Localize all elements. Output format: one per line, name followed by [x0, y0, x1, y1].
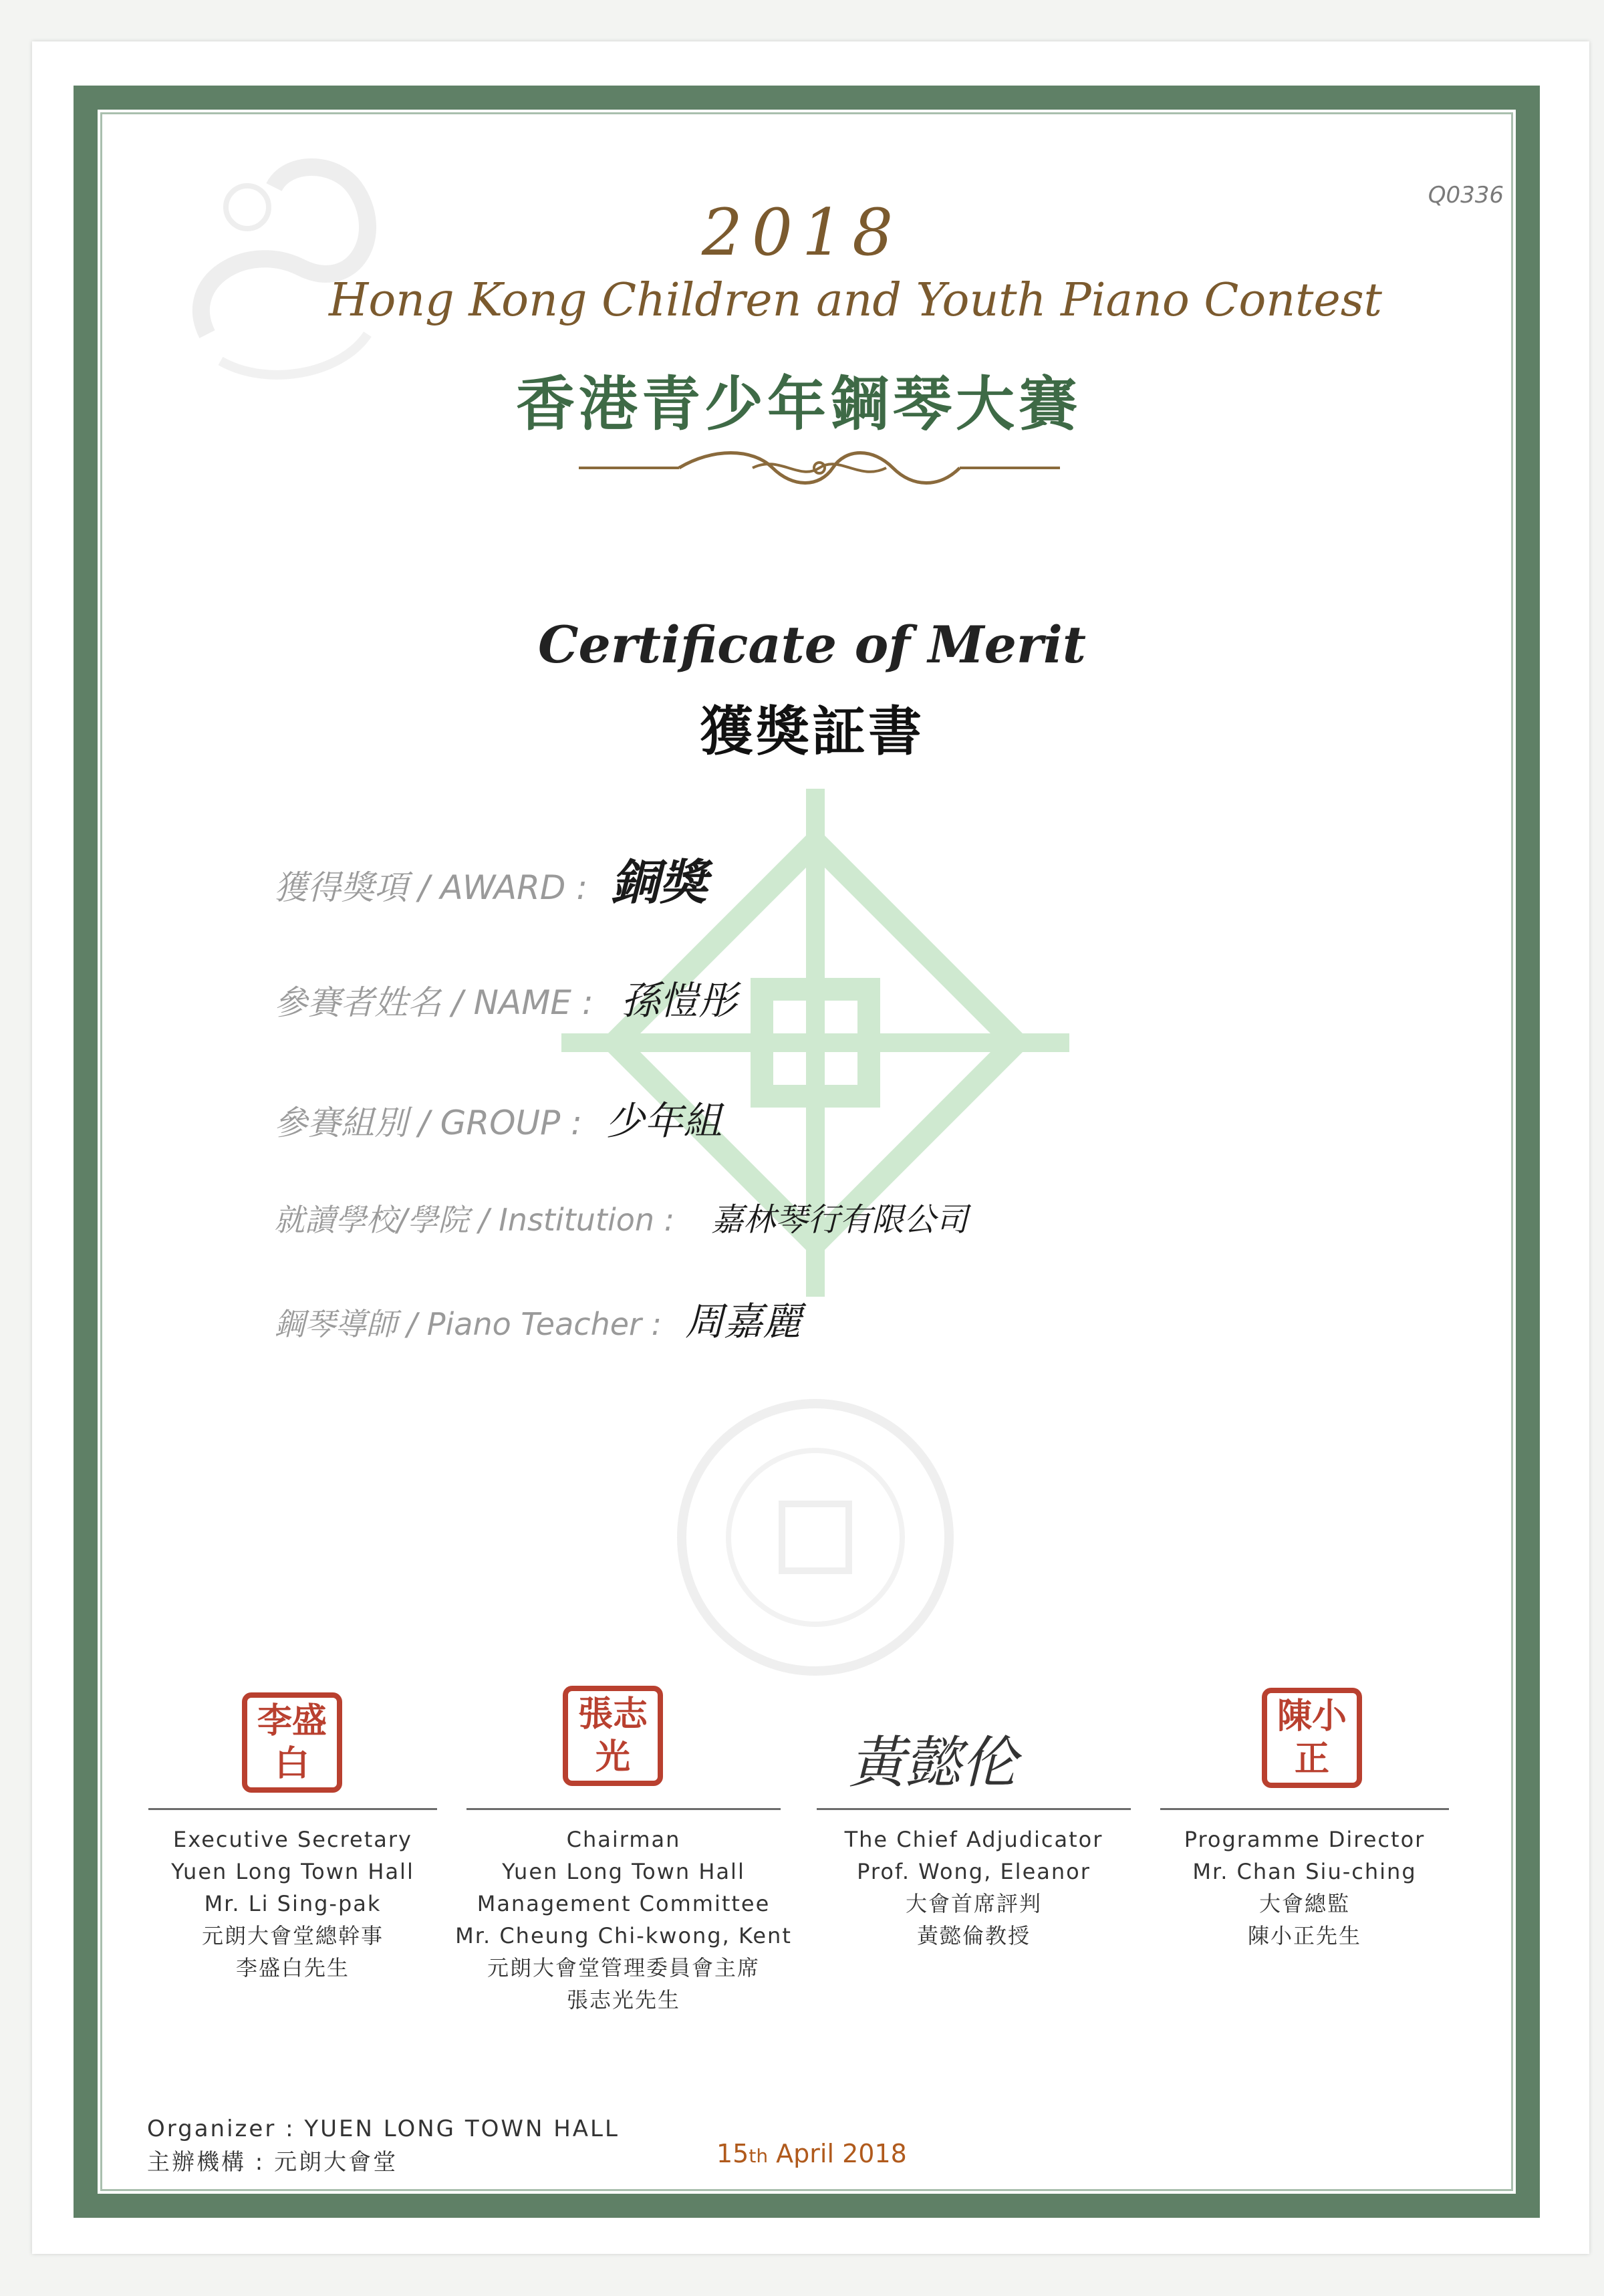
field-name: [274, 969, 737, 1025]
seal-cheung-chi-kwong: 張志光: [563, 1686, 663, 1786]
seal-li-sing-pak: 李盛白: [242, 1692, 342, 1793]
piano-teacher-label: 鋼琴導師 / Piano Teacher :: [274, 1306, 662, 1342]
certificate-title-zh: 獲獎証書: [700, 700, 924, 763]
signature-wong-eleanor: 黃懿伦: [849, 1730, 1018, 1795]
signatory-chairman: Chairman Yuen Long Town Hall Management Committee Mr. Cheung Chi-kwong, Kent 元朗大會堂管理委員會主席 張志光先生: [455, 1827, 792, 2013]
town-hall-emboss-seal: [668, 1390, 962, 1684]
field-piano-teacher: [274, 1290, 801, 1346]
signature-line-1: [148, 1808, 437, 1810]
field-institution: [274, 1194, 968, 1240]
ornamental-flourish: [579, 441, 1060, 495]
award-label: 獲得獎項 / AWARD :: [274, 868, 588, 907]
institution-value: 嘉林琴行有限公司: [711, 1201, 968, 1239]
serial-number: Q0336: [1428, 182, 1504, 209]
organizer-zh: 主辦機構 : 元朗大會堂: [147, 2149, 398, 2176]
group-label: 參賽組別 / GROUP :: [274, 1104, 582, 1142]
signatory-executive-secretary: Executive Secretary Yuen Long Town Hall Mr. Li Sing-pak 元朗大會堂總幹事 李盛白先生: [171, 1827, 414, 1981]
piano-teacher-value: 周嘉麗: [685, 1299, 802, 1344]
field-group: [274, 1090, 722, 1146]
issue-date: [716, 2139, 907, 2168]
signature-line-2: [466, 1808, 781, 1810]
award-value: 銅獎: [611, 854, 708, 910]
signature-line-4: [1160, 1808, 1449, 1810]
contest-title-zh: 香港青少年鋼琴大賽: [515, 369, 1081, 438]
organizer-block: [147, 2112, 620, 2179]
name-label: 參賽者姓名 / NAME :: [274, 983, 593, 1022]
organizer-en: Organizer : YUEN LONG TOWN HALL: [147, 2116, 620, 2142]
certificate-title-en: Certificate of Merit: [538, 615, 1086, 674]
signatory-programme-director: Programme Director Mr. Chan Siu-ching 大會總監 陳小正先生: [1184, 1827, 1426, 1948]
signature-line-3: [817, 1808, 1131, 1810]
field-award: [274, 844, 707, 913]
contest-year: 2018: [701, 195, 903, 270]
seal-chan-siu-ching: 陳小正: [1262, 1688, 1362, 1788]
name-value: 孫愷彤: [620, 978, 737, 1023]
date-day: 15: [716, 2139, 749, 2168]
date-suffix: th: [749, 2145, 769, 2167]
signatory-chief-adjudicator: The Chief Adjudicator Prof. Wong, Eleanor 大會首席評判 黃懿倫教授: [844, 1827, 1103, 1948]
institution-label: 就讀學校/學院 / Institution :: [274, 1202, 675, 1238]
date-rest: April 2018: [768, 2139, 907, 2168]
contest-title-en: Hong Kong Children and Youth Piano Contest: [329, 274, 1382, 327]
group-value: 少年組: [606, 1098, 722, 1144]
